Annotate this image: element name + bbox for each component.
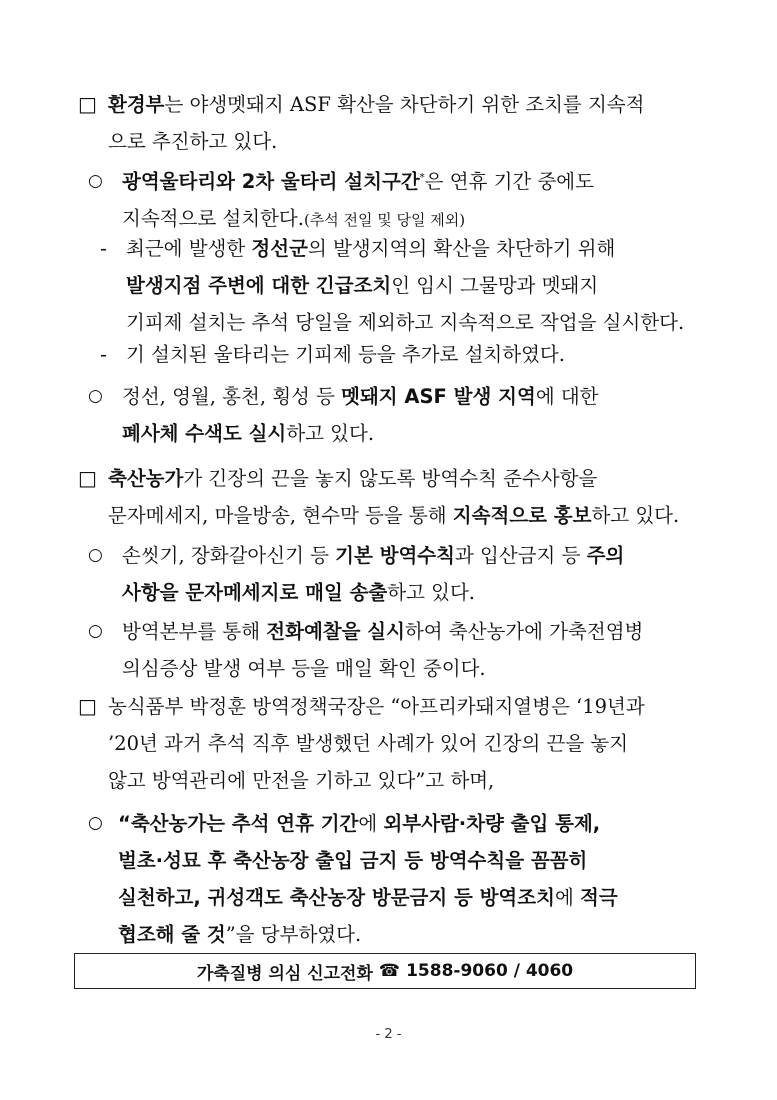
text-run: 과 입산금지 등 xyxy=(454,544,587,567)
dash-bullet: - xyxy=(100,343,108,366)
paragraph xyxy=(100,230,708,341)
text-run: 의 발생지역의 확산을 차단하기 위해 xyxy=(307,237,616,260)
text-run: ”을 당부하였다. xyxy=(225,923,362,946)
circle-bullet-icon: ○ xyxy=(88,621,103,641)
text-run: 않고 방역관리에 만전을 기하고 있다”고 하며, xyxy=(108,769,495,792)
bold-text: 환경부 xyxy=(108,93,165,116)
circle-bullet-icon: ○ xyxy=(88,386,103,406)
text-run: 인 임시 그물망과 멧돼지 xyxy=(391,274,599,297)
text-line xyxy=(126,230,708,267)
text-run: ’20년 과거 추석 직후 발생했던 사례가 있어 긴장의 끈을 놓지 xyxy=(108,732,629,755)
paragraph-text xyxy=(108,460,708,534)
text-run: 에 xyxy=(554,886,580,909)
text-line xyxy=(122,537,708,574)
text-run: 에 대한 xyxy=(535,385,599,408)
checkbox-square-icon: □ xyxy=(78,466,97,490)
dash-bullet: - xyxy=(100,237,108,260)
hotline-box xyxy=(74,953,696,989)
bold-text: 주의 xyxy=(586,544,625,567)
paragraph-text xyxy=(122,537,708,611)
paragraph-text xyxy=(126,230,708,341)
bold-text: 기본 방역수칙 xyxy=(335,544,455,567)
text-run: (추석 전일 및 당일 제외) xyxy=(303,211,466,229)
paragraph xyxy=(78,460,708,534)
bold-text: 발생지점 주변에 대한 긴급조치 xyxy=(126,274,392,297)
text-run: 으로 추진하고 있다. xyxy=(108,130,278,153)
paragraph-text xyxy=(122,613,708,687)
text-line xyxy=(122,163,708,200)
text-run: 기피제 설치는 추석 당일을 제외하고 지속적으로 작업을 실시한다. xyxy=(126,311,685,334)
bold-text: “축산농가는 추석 연휴 기간 xyxy=(118,812,359,835)
text-line xyxy=(108,460,708,497)
paragraph xyxy=(78,86,708,160)
paragraph xyxy=(88,537,708,611)
checkbox-square-icon: □ xyxy=(78,694,97,718)
text-line xyxy=(122,613,708,650)
text-run: 하고 있다. xyxy=(387,581,475,604)
bold-text: 축산농가 xyxy=(108,467,184,490)
text-run: 농식품부 박정훈 방역정책국장은 “아프리카돼지열병은 ‘19년과 xyxy=(108,695,645,718)
text-line xyxy=(122,574,708,611)
bold-text: 벌초·성묘 후 축산농장 출입 금지 등 방역수칙을 꼼꼼히 xyxy=(118,849,588,872)
paragraph xyxy=(100,336,708,373)
paragraph xyxy=(78,688,708,799)
telephone-icon: ☎ xyxy=(378,961,401,981)
footnote-marker: * xyxy=(419,172,425,184)
text-run: 하여 축산농가에 가축전염병 xyxy=(404,620,644,643)
text-line xyxy=(118,916,708,953)
text-line xyxy=(118,879,708,916)
circle-bullet-icon: ○ xyxy=(88,545,103,565)
text-run: 방역본부를 통해 xyxy=(122,620,267,643)
bold-text: 멧돼지 ASF 발생 지역 xyxy=(341,385,536,408)
text-line xyxy=(122,650,708,687)
paragraph xyxy=(88,378,708,452)
circle-bullet-icon: ○ xyxy=(88,171,103,191)
paragraph-text xyxy=(108,688,708,799)
bold-text: 적극 xyxy=(579,886,618,909)
text-line xyxy=(108,86,708,123)
circle-bullet-icon: ○ xyxy=(88,813,103,833)
bold-text: 정선군 xyxy=(251,237,308,260)
text-run: 문자메세지, 마을방송, 현수막 등을 통해 xyxy=(108,504,453,527)
bold-text: 협조해 줄 것 xyxy=(118,923,226,946)
text-run: 하고 있다. xyxy=(286,422,375,445)
bold-text: 전화예찰을 실시 xyxy=(266,620,405,643)
paragraph-text xyxy=(118,805,708,953)
text-run: 기 설치된 울타리는 기피제 등을 추가로 설치하였다. xyxy=(126,343,565,366)
text-line xyxy=(108,497,708,534)
text-run: 정선, 영월, 홍천, 횡성 등 xyxy=(122,385,342,408)
bold-text: 폐사체 수색도 실시 xyxy=(122,422,287,445)
bold-text: 사항을 문자메세지로 매일 송출 xyxy=(122,581,388,604)
bold-text: 광역울타리와 2차 울타리 설치구간 xyxy=(122,170,420,193)
bold-text: 지속적으로 홍보 xyxy=(452,504,592,527)
paragraph xyxy=(88,613,708,687)
text-run: 가 긴장의 끈을 놓지 않도록 방역수칙 준수사항을 xyxy=(183,467,598,490)
text-line xyxy=(108,762,708,799)
paragraph-text xyxy=(126,336,708,373)
paragraph-text xyxy=(122,163,708,239)
text-run: 최근에 발생한 xyxy=(126,237,252,260)
bold-text: 외부사람·차량 출입 통제, xyxy=(383,812,601,835)
paragraph-text xyxy=(108,86,708,160)
text-run: 는 야생멧돼지 ASF 확산을 차단하기 위한 조치를 지속적 xyxy=(164,93,645,116)
hotline-label: 가축질병 의심 신고전화 xyxy=(196,963,373,984)
text-run: 의심증상 발생 여부 등을 매일 확인 중이다. xyxy=(122,657,486,680)
checkbox-square-icon: □ xyxy=(78,92,97,116)
text-line xyxy=(118,805,708,842)
text-line xyxy=(122,378,708,415)
page-number: - 2 - xyxy=(375,1027,402,1042)
text-line xyxy=(126,267,708,304)
text-line xyxy=(118,842,708,879)
text-run: 손씻기, 장화갈아신기 등 xyxy=(122,544,336,567)
text-run: 하고 있다. xyxy=(591,504,680,527)
text-line xyxy=(126,336,708,373)
paragraph xyxy=(88,805,708,953)
text-line xyxy=(108,688,708,725)
text-run: 에 xyxy=(358,812,384,835)
text-line xyxy=(122,415,708,452)
text-line xyxy=(108,725,708,762)
hotline-number: 1588-9060 / 4060 xyxy=(406,961,574,981)
paragraph xyxy=(88,163,708,239)
text-run: 지속적으로 설치한다. xyxy=(122,207,304,230)
bold-text: 실천하고, 귀성객도 축산농장 방문금지 등 방역조치 xyxy=(118,886,555,909)
paragraph-text xyxy=(122,378,708,452)
text-line xyxy=(108,123,708,160)
text-run: 은 연휴 기간 중에도 xyxy=(424,170,594,193)
